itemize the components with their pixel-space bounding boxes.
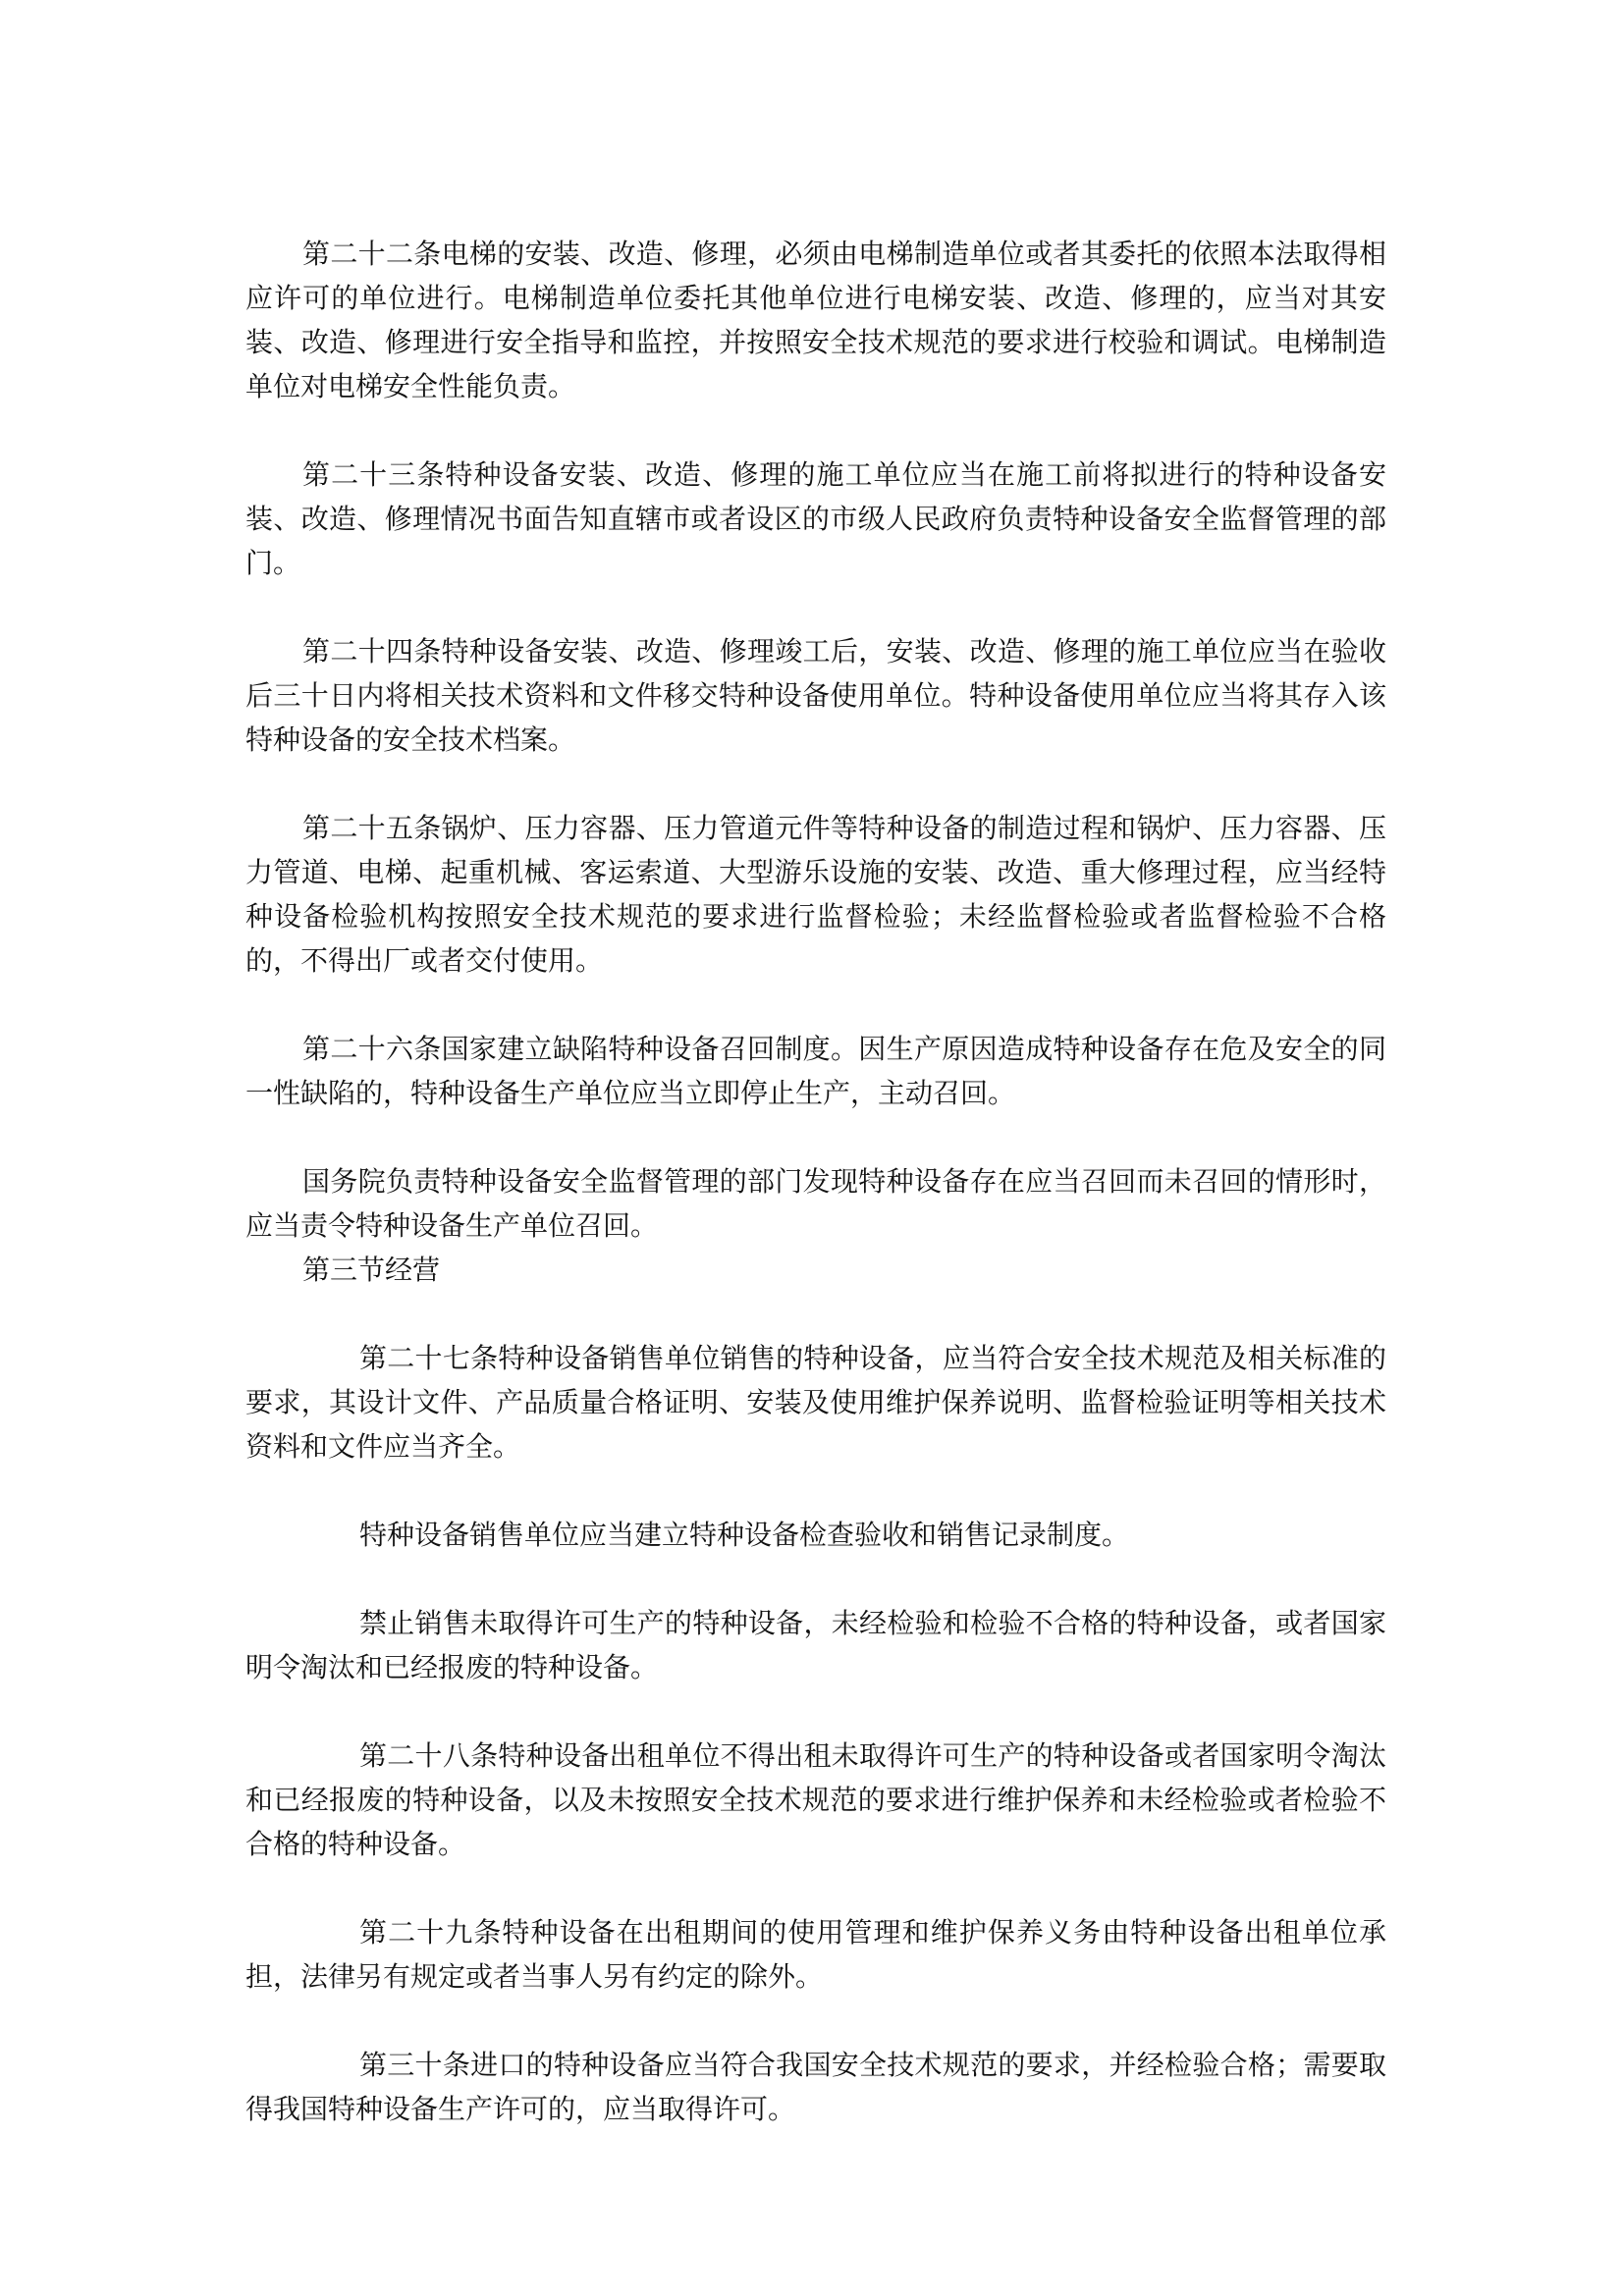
article-27: 第二十七条特种设备销售单位销售的特种设备，应当符合安全技术规范及相关标准的要求，其设计文件、产品质量合格证明、安装及使用维护保养说明、监督检验证明等相关技术资料和文件应当齐全。 — [245, 1342, 1386, 1463]
article-24: 第二十四条特种设备安装、改造、修理竣工后，安装、改造、修理的施工单位应当在验收后三十日内将相关技术资料和文件移交特种设备使用单位。特种设备使用单位应当将其存入该特种设备的安全技术档案。 — [245, 635, 1386, 756]
article-30: 第三十条进口的特种设备应当符合我国安全技术规范的要求，并经检验合格；需要取得我国特种设备生产许可的，应当取得许可。 — [245, 2049, 1386, 2125]
article-27-clause-2: 特种设备销售单位应当建立特种设备检查验收和销售记录制度。 — [359, 1519, 1130, 1551]
document-body — [245, 232, 1386, 2131]
article-28: 第二十八条特种设备出租单位不得出租未取得许可生产的特种设备或者国家明令淘汰和已经报废的特种设备，以及未按照安全技术规范的要求进行维护保养和未经检验或者检验不合格的特种设备。 — [245, 1739, 1386, 1860]
article-23: 第二十三条特种设备安装、改造、修理的施工单位应当在施工前将拟进行的特种设备安装、改造、修理情况书面告知直辖市或者设区的市级人民政府负责特种设备安全监督管理的部门。 — [245, 458, 1386, 579]
article-25: 第二十五条锅炉、压力容器、压力管道元件等特种设备的制造过程和锅炉、压力容器、压力管道、电梯、起重机械、客运索道、大型游乐设施的安装、改造、重大修理过程，应当经特种设备检验机构按照安全技术规范的要求进行监督检验；未经监督检验或者监督检验不合格的，不得出厂或者交付使用。 — [245, 812, 1386, 977]
article-26-clause-2: 国务院负责特种设备安全监督管理的部门发现特种设备存在应当召回而未召回的情形时，应当责令特种设备生产单位召回。 — [245, 1165, 1386, 1242]
article-22: 第二十二条电梯的安装、改造、修理，必须由电梯制造单位或者其委托的依照本法取得相应许可的单位进行。电梯制造单位委托其他单位进行电梯安装、改造、修理的，应当对其安装、改造、修理进行安全指导和监控，并按照安全技术规范的要求进行校验和调试。电梯制造单位对电梯安全性能负责。 — [245, 238, 1386, 402]
article-27-clause-3: 禁止销售未取得许可生产的特种设备，未经检验和检验不合格的特种设备，或者国家明令淘汰和已经报废的特种设备。 — [245, 1607, 1386, 1683]
article-29: 第二十九条特种设备在出租期间的使用管理和维护保养义务由特种设备出租单位承担，法律另有规定或者当事人另有约定的除外。 — [245, 1916, 1386, 1993]
article-26: 第二十六条国家建立缺陷特种设备召回制度。因生产原因造成特种设备存在危及安全的同一性缺陷的，特种设备生产单位应当立即停止生产，主动召回。 — [245, 1033, 1386, 1109]
section-heading: 第三节经营 — [302, 1254, 441, 1286]
